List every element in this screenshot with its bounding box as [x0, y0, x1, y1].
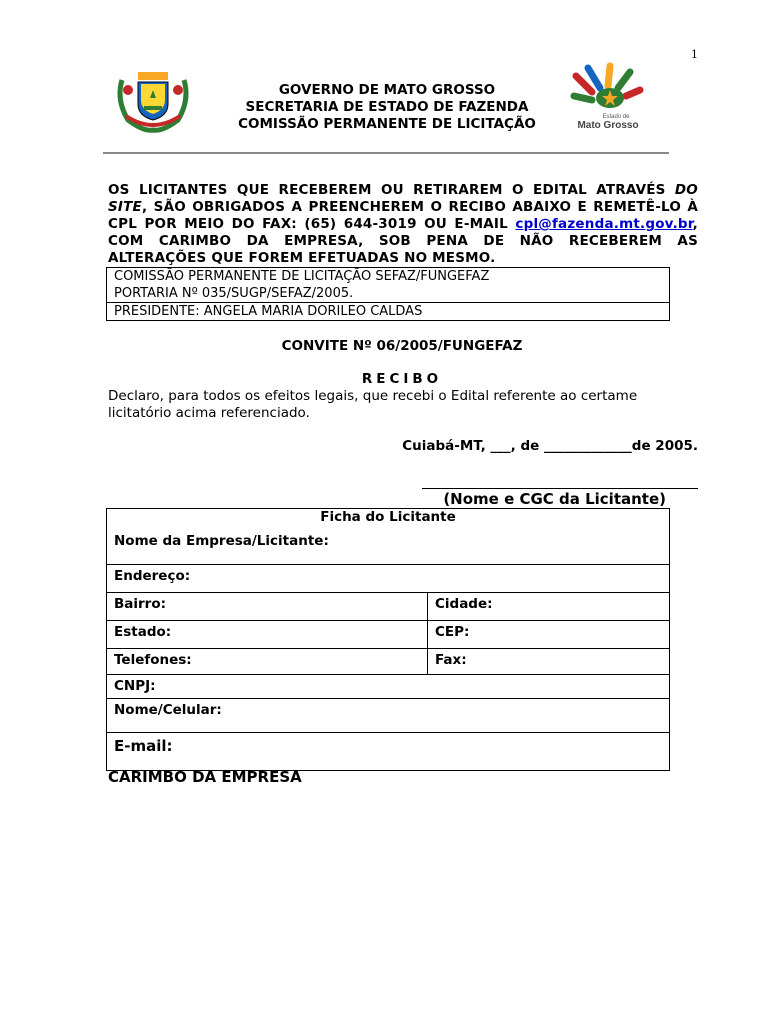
field-fax[interactable]: Fax:: [428, 649, 670, 675]
cpl-president: PRESIDENTE: ANGELA MARIA DORILEO CALDAS: [107, 302, 669, 320]
notice-text-1: OS LICITANTES QUE RECEBEREM OU RETIRAREM O EDITAL ATRAVÉS: [108, 182, 675, 198]
cpl-line-2: PORTARIA Nº 035/SUGP/SEFAZ/2005.: [114, 286, 354, 301]
field-cnpj[interactable]: CNPJ:: [107, 675, 670, 699]
logo-text-main: Mato Grosso: [577, 120, 639, 131]
field-cidade[interactable]: Cidade:: [428, 593, 670, 621]
cpl-info-box: [106, 267, 670, 321]
site-notice: [108, 182, 698, 267]
header-divider: [103, 152, 669, 154]
field-nome-celular[interactable]: Nome/Celular:: [107, 699, 670, 733]
logo-text-top: Estado de: [602, 114, 630, 120]
field-estado[interactable]: Estado:: [107, 621, 428, 649]
notice-text-3: , COM CARIMBO DA EMPRESA, SOB PENA DE NÃO RECEBEREM AS ALTERAÇÕES QUE FOREM EFETUADAS NO MESMO.: [108, 216, 698, 266]
ficha-title: Ficha do Licitante: [107, 509, 670, 533]
ficha-licitante-table: [106, 508, 670, 771]
field-endereco[interactable]: Endereço:: [107, 565, 670, 593]
cpl-line-1: COMISSÃO PERMANENTE DE LICITAÇÃO SEFAZ/FUNGEFAZ: [114, 269, 490, 284]
carimbo-label: CARIMBO DA EMPRESA: [108, 768, 302, 786]
header-line-1: GOVERNO DE MATO GROSSO: [278, 82, 496, 98]
field-email[interactable]: E-mail:: [107, 733, 670, 771]
signature-line: [422, 488, 698, 489]
notice-text-2: , SÃO OBRIGADOS A PREENCHEREM O RECIBO ABAIXO E REMETÊ-LO À CPL POR MEIO DO FAX: (65) 644-3019 OU E-MAIL: [108, 199, 698, 232]
header-line-2: SECRETARIA DE ESTADO DE FAZENDA: [245, 99, 529, 115]
document-header: [200, 82, 574, 133]
field-cep[interactable]: CEP:: [428, 621, 670, 649]
convite-title: CONVITE Nº 06/2005/FUNGEFAZ: [281, 338, 523, 354]
field-telefones[interactable]: Telefones:: [107, 649, 428, 675]
page-number: 1: [691, 48, 698, 61]
coat-of-arms-logo: [114, 60, 192, 134]
header-line-3: COMISSÃO PERMANENTE DE LICITAÇÃO: [238, 116, 536, 132]
notice-italic-site: DO SITE: [108, 182, 698, 215]
email-link[interactable]: cpl@fazenda.mt.gov.br: [515, 216, 693, 232]
place-date-line: Cuiabá-MT, ___, de _____________de 2005.: [402, 438, 698, 454]
signature-caption: (Nome e CGC da Licitante): [443, 490, 666, 508]
declaration-text: Declaro, para todos os efeitos legais, que recebi o Edital referente ao certame licitatório acima referenciado.: [108, 388, 638, 421]
field-nome-empresa[interactable]: Nome da Empresa/Licitante:: [107, 533, 670, 565]
mato-grosso-logo: [570, 62, 650, 132]
recibo-title: RECIBO: [361, 371, 443, 387]
field-bairro[interactable]: Bairro:: [107, 593, 428, 621]
